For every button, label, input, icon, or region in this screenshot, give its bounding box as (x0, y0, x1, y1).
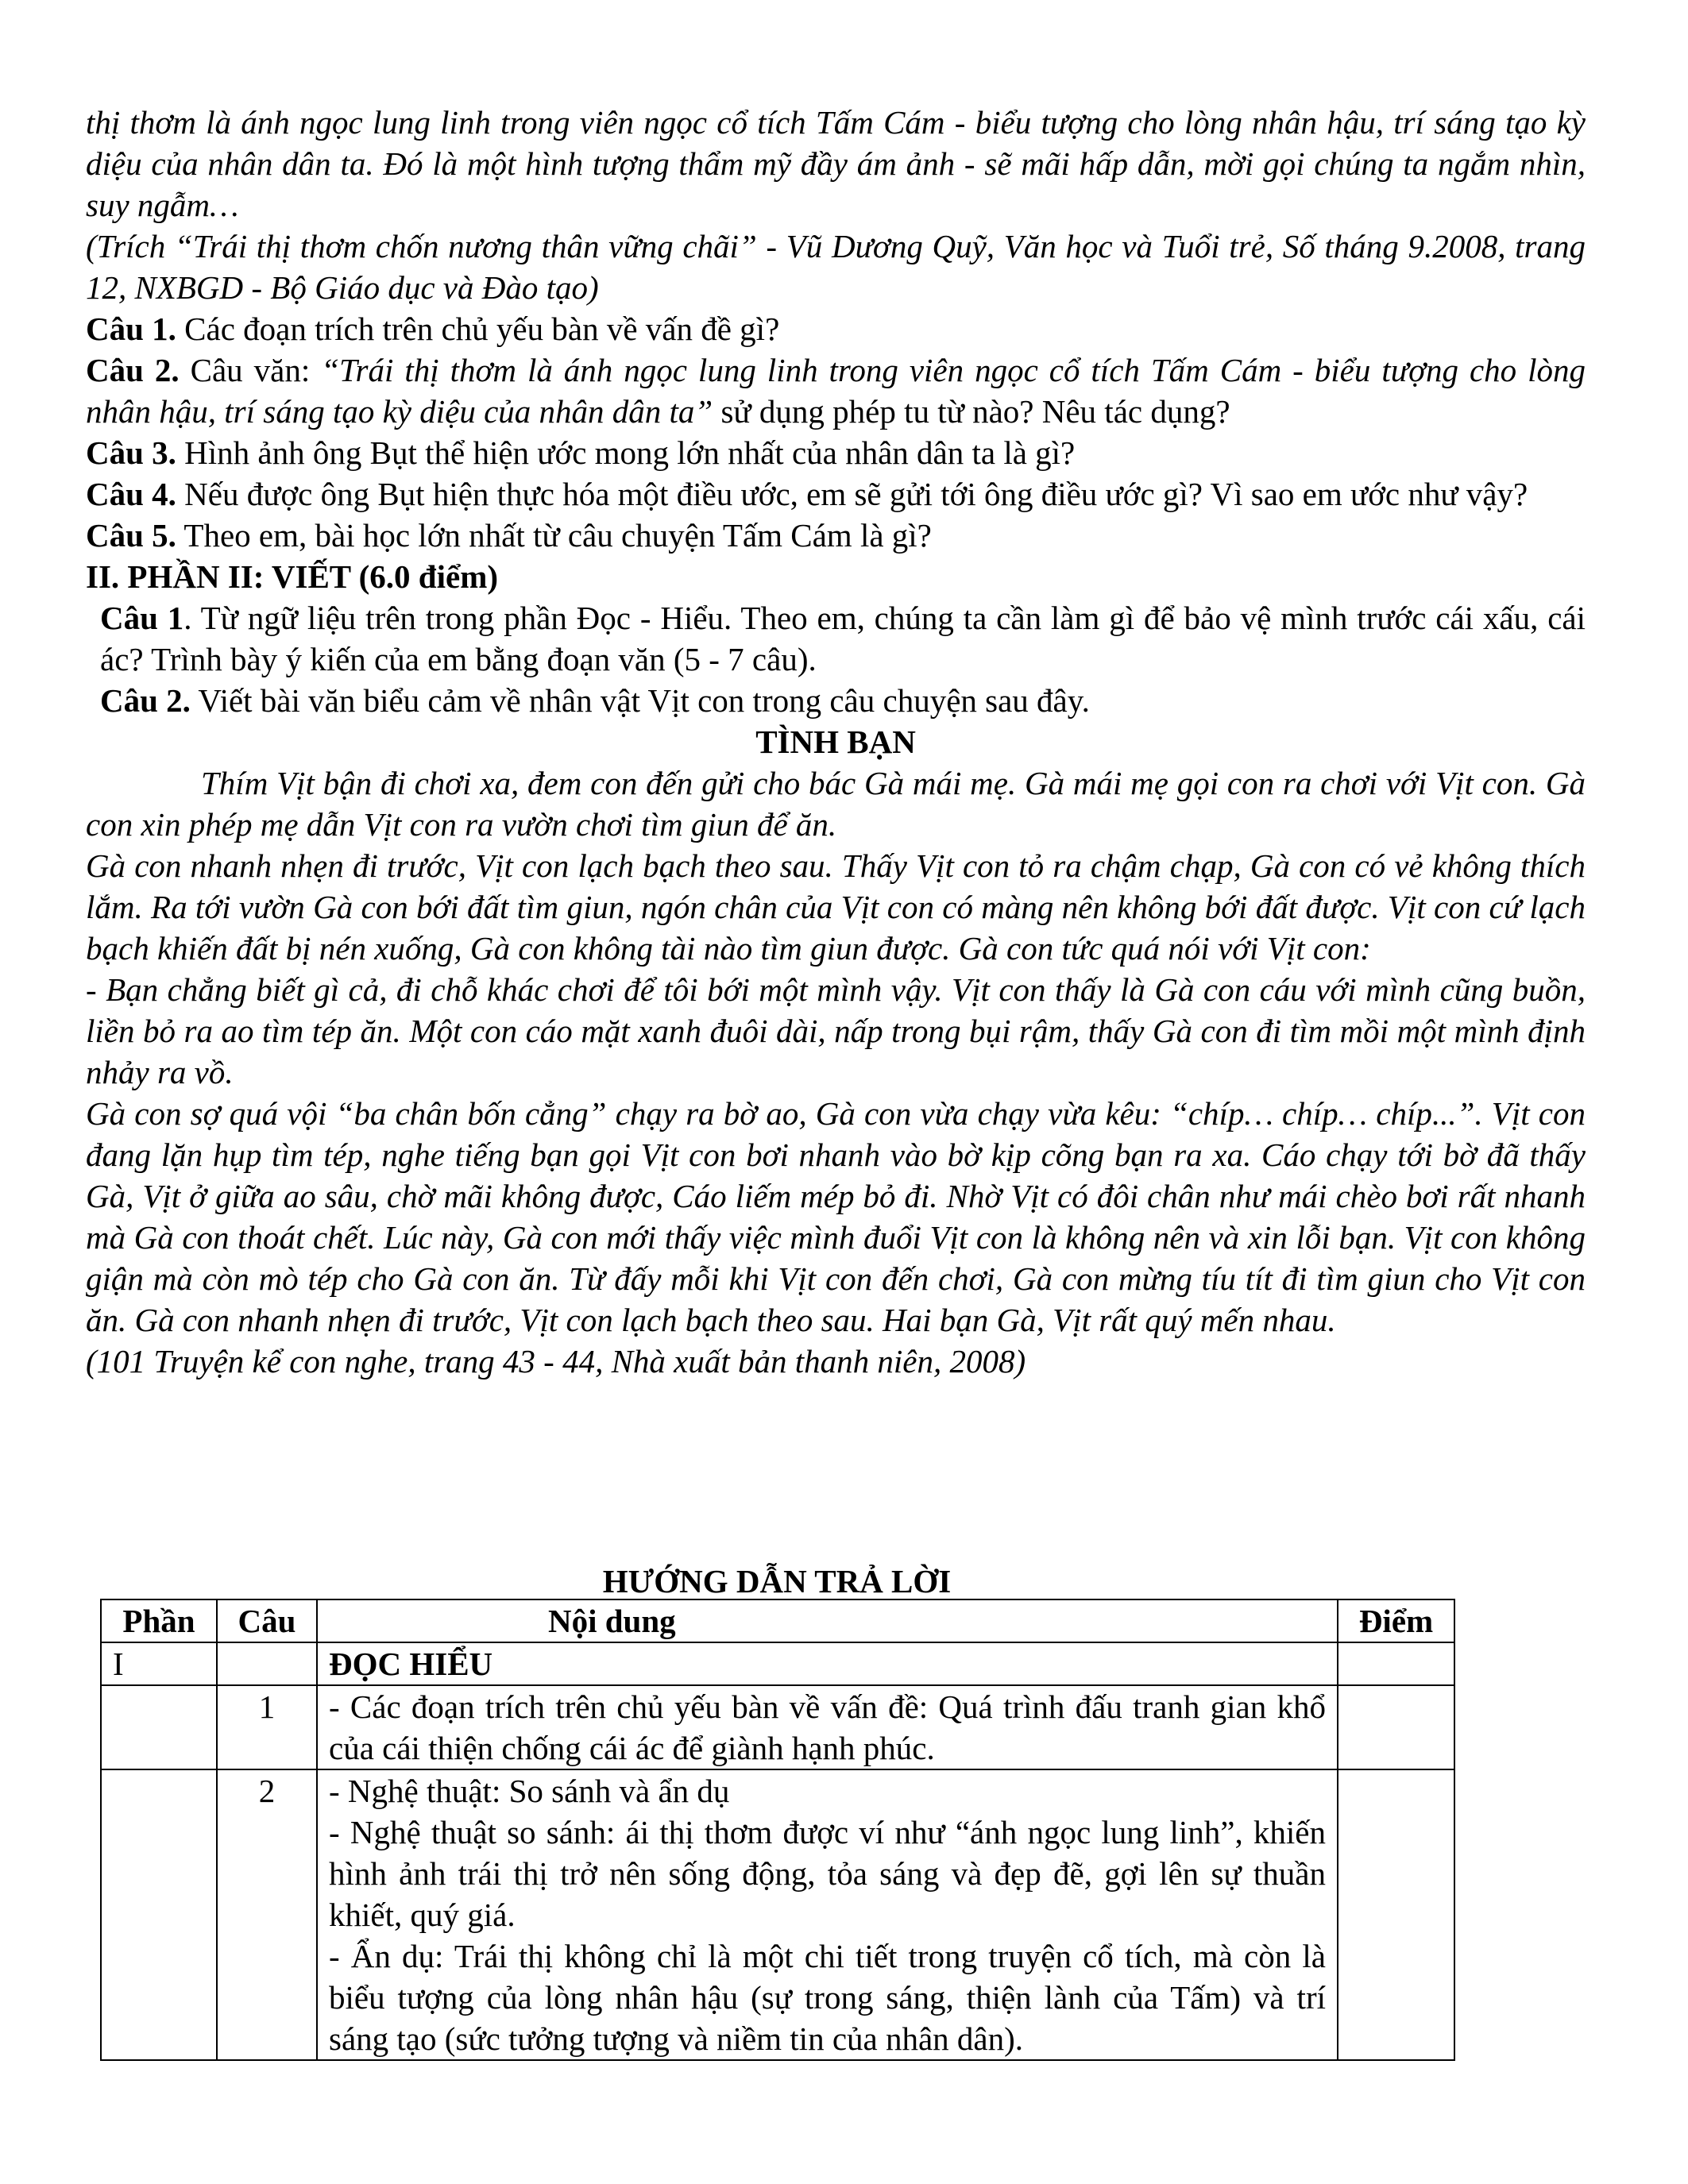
cell-cau (217, 1642, 317, 1685)
header-diem: Điểm (1338, 1599, 1454, 1642)
writing-section-title: II. PHẦN II: VIẾT (6.0 điểm) (86, 558, 499, 595)
cell-phan: I (101, 1642, 217, 1685)
content-line: - Nghệ thuật: So sánh và ẩn dụ (329, 1773, 730, 1809)
table-header-row (101, 1599, 1454, 1642)
answer-guide-title: HƯỚNG DẪN TRẢ LỜI (602, 1563, 952, 1599)
question-1: Câu 1. Các đoạn trích trên chủ yếu bàn về vấn đề gì? (86, 311, 780, 347)
story-paragraph: Thím Vịt bận đi chơi xa, đem con đến gửi cho bác Gà mái mẹ. Gà mái mẹ gọi con ra chơi với Vịt con. Gà con xin phép mẹ dẫn Vịt con ra vườn chơi tìm giun để ăn. (86, 765, 1586, 843)
header-cau: Câu (217, 1599, 317, 1642)
question-4: Câu 4. Nếu được ông Bụt hiện thực hóa một điều ước, em sẽ gửi tới ông điều ước gì? Vì sao em ước như vậy? (86, 476, 1528, 512)
story-paragraph: Gà con sợ quá vội “ba chân bốn cẳng” chạy ra bờ ao, Gà con vừa chạy vừa kêu: “chíp… chíp… chíp...”. Vịt con đang lặn hụp tìm tép, nghe tiếng bạn gọi Vịt con bơi nhanh vào bờ kịp cõng bạn ra xa. Cáo chạy tới bờ đã thấy Gà, Vịt ở giữa ao sâu, chờ mãi không được, Cáo liếm mép bỏ đi. Nhờ Vịt có đôi chân như mái chèo bơi rất nhanh mà Gà con thoát chết. Lúc này, Gà con mới thấy việc mình đuổi Vịt con là không nên và xin lỗi bạn. Vịt con không giận mà còn mò tép cho Gà con ăn. Từ đấy mỗi khi Vịt con đến chơi, Gà con mừng tíu tít đi tìm giun cho Vịt con ăn. Gà con nhanh nhẹn đi trước, Vịt con lạch bạch theo sau. Hai bạn Gà, Vịt rất quý mến nhau. (86, 1095, 1586, 1338)
writing-questions (86, 597, 1586, 721)
story-body (86, 762, 1586, 1382)
answer-table (100, 1599, 1455, 2061)
main-text (86, 102, 1586, 1382)
cell-section-heading: ĐỌC HIỂU (317, 1642, 1338, 1685)
table-row (101, 1642, 1454, 1685)
content-line: - Nghệ thuật so sánh: ái thị thơm được ví như “ánh ngọc lung linh”, khiến hình ảnh trái thị trở nên sống động, tỏa sáng và đẹp đẽ, gợi lên sự thuần khiết, quý giá. (329, 1814, 1326, 1933)
story-source: (101 Truyện kể con nghe, trang 43 - 44, Nhà xuất bản thanh niên, 2008) (86, 1343, 1026, 1379)
table-row (101, 1769, 1454, 2060)
cell-diem (1338, 1685, 1454, 1769)
table-row (101, 1685, 1454, 1769)
writing-question-2: Câu 2. Viết bài văn biểu cảm về nhân vật Vịt con trong câu chuyện sau đây. (100, 682, 1090, 719)
cell-content (317, 1769, 1338, 2060)
question-5: Câu 5. Theo em, bài học lớn nhất từ câu chuyện Tấm Cám là gì? (86, 517, 932, 554)
cell-diem (1338, 1642, 1454, 1685)
header-phan: Phần (101, 1599, 217, 1642)
cell-cau: 1 (217, 1685, 317, 1769)
cell-content (317, 1685, 1338, 1769)
cell-cau: 2 (217, 1769, 317, 2060)
cell-phan (101, 1685, 217, 1769)
writing-question-1: Câu 1. Từ ngữ liệu trên trong phần Đọc - Hiểu. Theo em, chúng ta cần làm gì để bảo vệ mình trước cái xấu, cái ác? Trình bày ý kiến của em bằng đoạn văn (5 - 7 câu). (100, 600, 1586, 677)
question-2: Câu 2. Câu văn: “Trái thị thơm là ánh ngọc lung linh trong viên ngọc cổ tích Tấm Cám - biểu tượng cho lòng nhân hậu, trí sáng tạo kỳ diệu của nhân dân ta” sử dụng phép tu từ nào? Nêu tác dụng? (86, 352, 1586, 430)
story-paragraph: - Bạn chẳng biết gì cả, đi chỗ khác chơi để tôi bới một mình vậy. Vịt con thấy là Gà con cáu với mình cũng buồn, liền bỏ ra ao tìm tép ăn. Một con cáo mặt xanh đuôi dài, nấp trong bụi rậm, thấy Gà con đi tìm mồi một mình định nhảy ra vồ. (86, 971, 1586, 1090)
story-paragraph: Gà con nhanh nhẹn đi trước, Vịt con lạch bạch theo sau. Thấy Vịt con tỏ ra chậm chạp, Gà con có vẻ không thích lắm. Ra tới vườn Gà con bới đất tìm giun, ngón chân của Vịt con có màng nên không bới đất được. Vịt con cứ lạch bạch khiến đất bị nén xuống, Gà con không tài nào tìm giun được. Gà con tức quá nói với Vịt con: (86, 847, 1586, 967)
question-3: Câu 3. Hình ảnh ông Bụt thể hiện ước mong lớn nhất của nhân dân ta là gì? (86, 434, 1076, 471)
content-line: - Các đoạn trích trên chủ yếu bàn về vấn đề: Quá trình đấu tranh gian khổ của cái thiện chống cái ác để giành hạnh phúc. (329, 1688, 1326, 1766)
citation: (Trích “Trái thị thơm chốn nương thân vững chãi” - Vũ Dương Quỹ, Văn học và Tuổi trẻ, Số tháng 9.2008, trang 12, NXBGD - Bộ Giáo dục và Đào tạo) (86, 228, 1586, 306)
story-title: TÌNH BẠN (755, 723, 916, 760)
cell-diem (1338, 1769, 1454, 2060)
content-line: - Ẩn dụ: Trái thị không chỉ là một chi tiết trong truyện cổ tích, mà còn là biểu tượng của lòng nhân hậu (sự trong sáng, thiện lành của Tấm) và trí sáng tạo (sức tưởng tượng và niềm tin của nhân dân). (329, 1938, 1326, 2057)
header-noi-dung: Nội dung (317, 1599, 1338, 1642)
cell-phan (101, 1769, 217, 2060)
passage-end: thị thơm là ánh ngọc lung linh trong viên ngọc cổ tích Tấm Cám - biểu tượng cho lòng nhân hậu, trí sáng tạo kỳ diệu của nhân dân ta. Đó là một hình tượng thẩm mỹ đầy ám ảnh - sẽ mãi hấp dẫn, mời gọi chúng ta ngắm nhìn, suy ngẫm… (86, 104, 1586, 223)
